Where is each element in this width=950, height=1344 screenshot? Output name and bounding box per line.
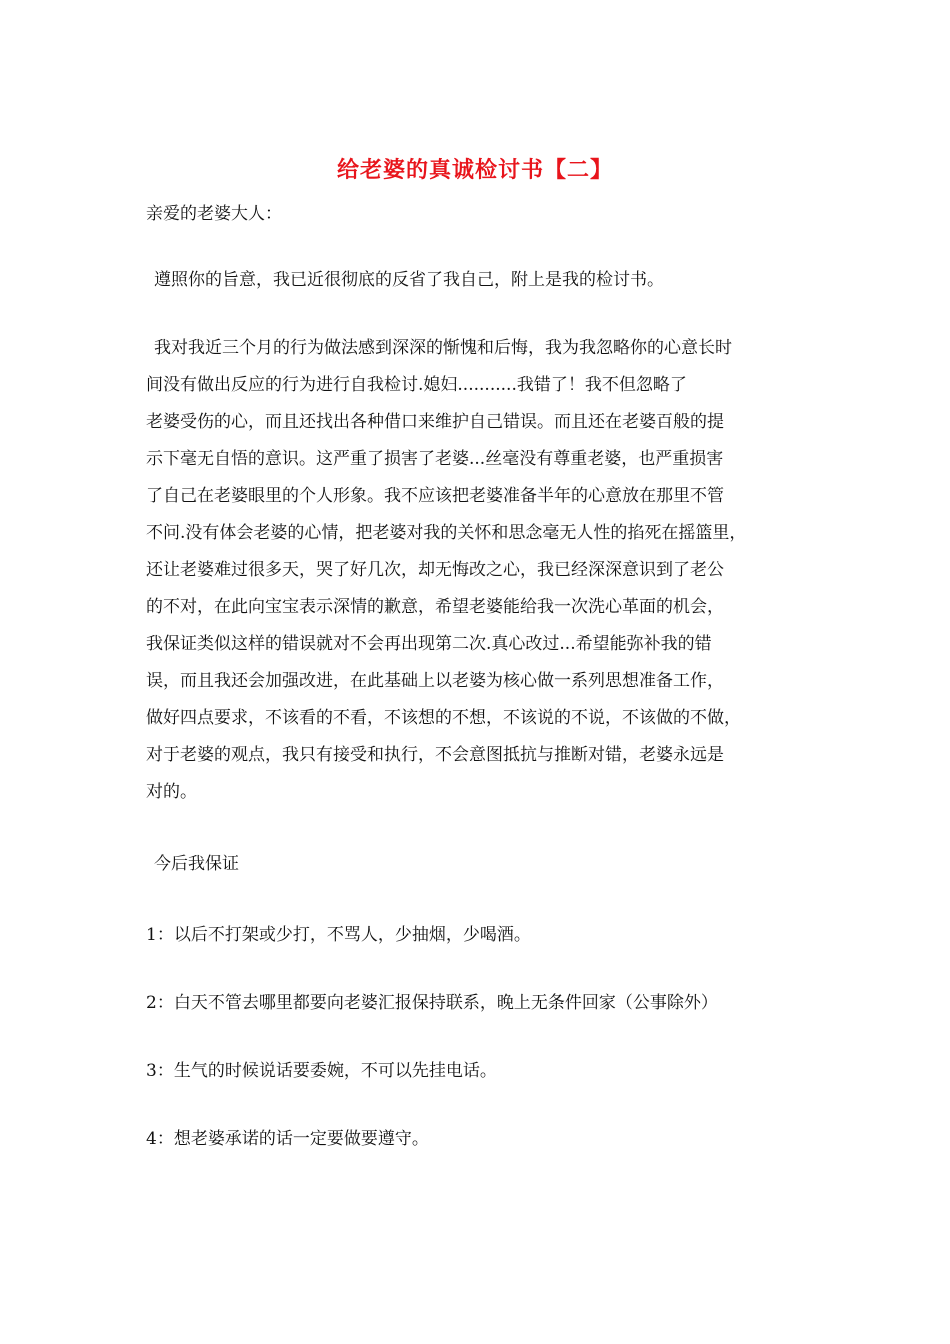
- document-title: 给老婆的真诚检讨书【二】: [336, 157, 613, 183]
- promise-heading-text: 今后我保证: [154, 854, 239, 874]
- body-line: 了自己在老婆眼里的个人形象。我不应该把老婆准备半年的心意放在那里不管: [146, 486, 724, 506]
- promise-heading: [146, 846, 834, 883]
- promise-item-1: 1：以后不打架或少打，不骂人，少抽烟，少喝酒。: [146, 925, 531, 945]
- body-line: 对的。: [146, 782, 197, 802]
- body-line: 我保证类似这样的错误就对不会再出现第二次.真心改过...希望能弥补我的错: [146, 634, 712, 654]
- body-line: 的不对，在此向宝宝表示深情的歉意，希望老婆能给我一次洗心革面的机会，: [146, 597, 724, 617]
- body-line: 对于老婆的观点，我只有接受和执行，不会意图抵抗与推断对错，老婆永远是: [146, 745, 724, 765]
- body-line: 还让老婆难过很多天，哭了好几次，却无悔改之心，我已经深深意识到了老公: [146, 560, 724, 580]
- body-line: 不问.没有体会老婆的心情，把老婆对我的关怀和思念毫无人性的掐死在摇篮里，: [146, 523, 747, 543]
- body-line: 误，而且我还会加强改进，在此基础上以老婆为核心做一系列思想准备工作，: [146, 671, 724, 691]
- intro-paragraph: [146, 262, 834, 299]
- body-line: 间没有做出反应的行为进行自我检讨.媳妇...........我错了！我不但忽略了: [146, 375, 687, 395]
- promise-item-2: 2：白天不管去哪里都要向老婆汇报保持联系，晚上无条件回家（公事除外）: [146, 993, 718, 1013]
- salutation: 亲爱的老婆大人：: [146, 204, 282, 224]
- body-line: 老婆受伤的心，而且还找出各种借口来维护自己错误。而且还在老婆百般的提: [146, 412, 724, 432]
- body-line: 示下毫无自悟的意识。这严重了损害了老婆...丝毫没有尊重老婆，也严重损害: [146, 449, 724, 469]
- promise-item-3: 3：生气的时候说话要委婉，不可以先挂电话。: [146, 1061, 497, 1081]
- intro-line: 遵照你的旨意，我已近很彻底的反省了我自己，附上是我的检讨书。: [154, 270, 664, 290]
- body-line: 我对我近三个月的行为做法感到深深的惭愧和后悔，我为我忽略你的心意长时: [154, 338, 732, 358]
- body-line: 做好四点要求，不该看的不看，不该想的不想，不该说的不说，不该做的不做，: [146, 708, 741, 728]
- body-paragraph: [146, 330, 826, 811]
- promise-item-4: 4：想老婆承诺的话一定要做要遵守。: [146, 1129, 429, 1149]
